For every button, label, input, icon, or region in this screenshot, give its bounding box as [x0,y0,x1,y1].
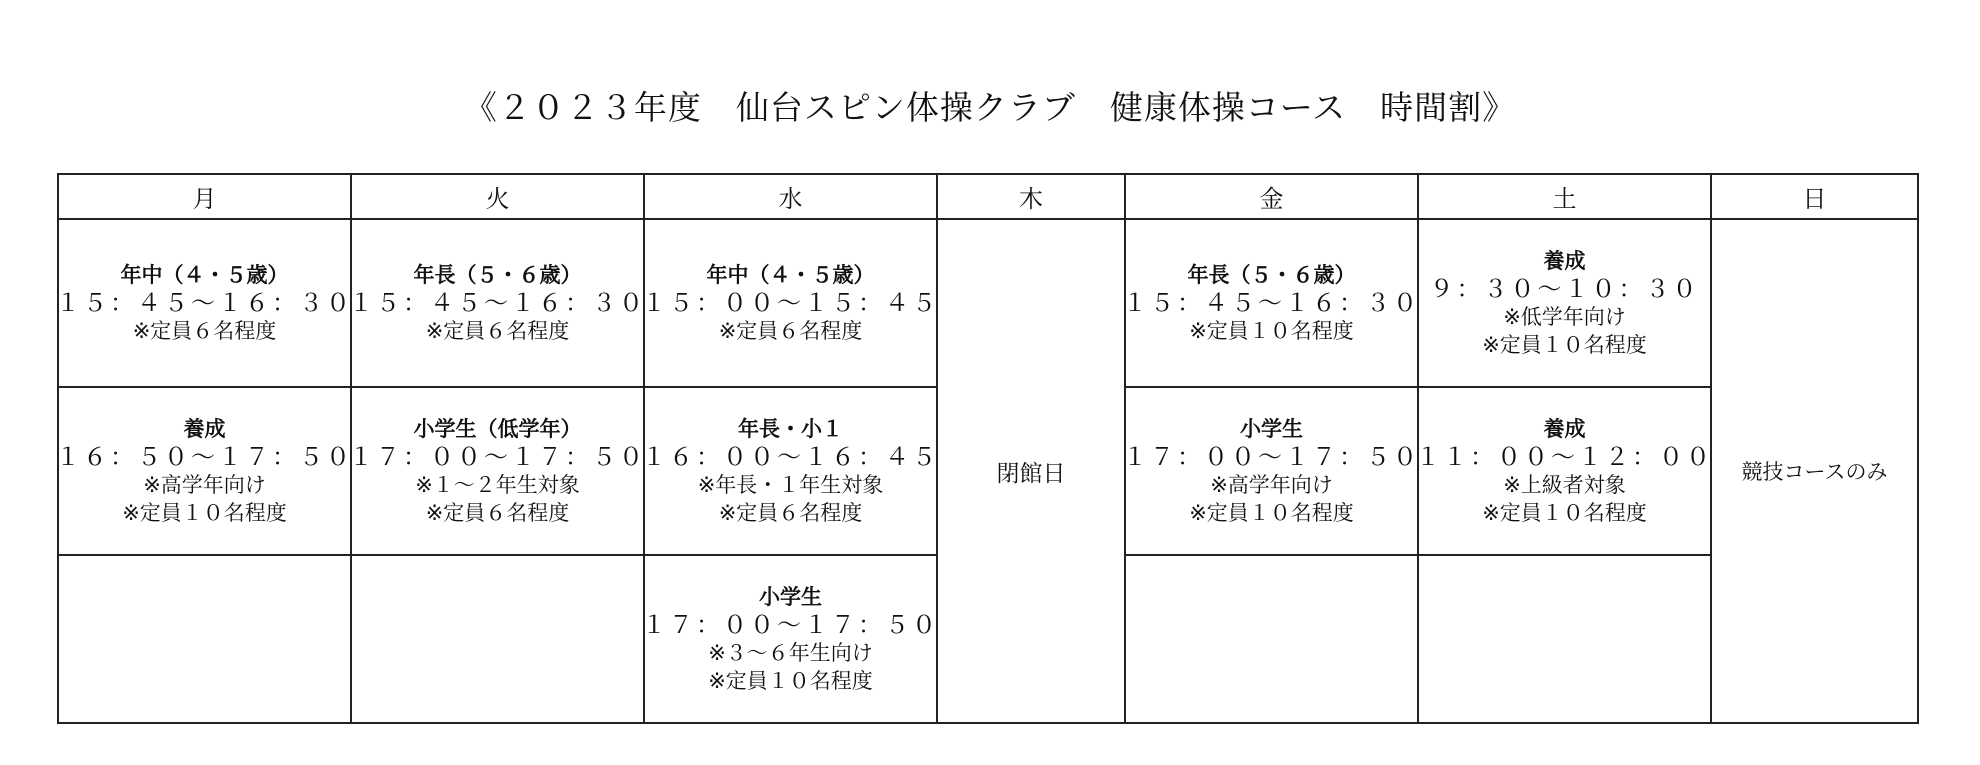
class-name: 養成 [1543,249,1586,273]
competition-only-label: 競技コースのみ [1741,460,1888,484]
class-capacity: ※定員１０名程度 [708,669,873,693]
day-header-sat: 土 [1418,174,1711,219]
class-capacity: ※定員１０名程度 [122,501,287,525]
class-note: ※年長・１年生対象 [697,473,884,497]
class-time: １５：００～１５：４５ [642,289,939,317]
slot-fri-3-empty [1125,555,1418,723]
slot-wed-3 [644,555,937,723]
class-capacity: ※定員６名程度 [425,501,570,525]
class-capacity: ※定員１０名程度 [1482,501,1647,525]
class-time: １５：４５～１６：３０ [349,289,646,317]
slot-mon-3-empty [58,555,351,723]
class-name: 年中（４・５歳） [706,263,875,287]
slot-sat-2 [1418,387,1711,555]
class-time: １６：００～１６：４５ [642,443,939,471]
day-header-mon: 月 [58,174,351,219]
slot-mon-2 [58,387,351,555]
class-note: ※高学年向け [143,473,266,497]
sunday-cell [1711,219,1918,723]
class-time: １５：４５～１６：３０ [56,289,353,317]
class-note: ※定員１０名程度 [1189,319,1354,343]
class-capacity: ※定員６名程度 [718,501,863,525]
class-time: １１：００～１２：００ [1416,443,1713,471]
class-time: １７：００～１７：５０ [1123,443,1420,471]
slot-wed-2 [644,387,937,555]
class-name: 小学生 [1240,417,1303,441]
slot-wed-1 [644,219,937,387]
class-name: 小学生（低学年） [413,417,582,441]
class-note: ※３～６年生向け [708,641,873,665]
class-time: １７：００～１７：５０ [349,443,646,471]
class-capacity: ※定員１０名程度 [1482,333,1647,357]
closed-label: 閉館日 [996,460,1066,487]
slot-tue-3-empty [351,555,644,723]
slot-sat-3-empty [1418,555,1711,723]
schedule-title: 《２０２３年度 仙台スピン体操クラブ 健康体操コース 時間割》 [463,88,1517,127]
thursday-closed-cell [937,219,1125,723]
class-note: ※１～２年生対象 [415,473,580,497]
class-note: ※低学年向け [1503,305,1626,329]
class-name: 年長・小１ [738,417,843,441]
day-header-tue: 火 [351,174,644,219]
class-note: ※定員６名程度 [718,319,863,343]
slot-tue-1 [351,219,644,387]
slot-sat-1 [1418,219,1711,387]
class-name: 年長（５・６歳） [413,263,582,287]
class-note: ※高学年向け [1210,473,1333,497]
slot-mon-1 [58,219,351,387]
class-note: ※上級者対象 [1503,473,1626,497]
day-header-thu: 木 [937,174,1125,219]
timetable [57,173,1919,724]
day-header-row [58,174,1918,219]
day-header-sun: 日 [1711,174,1918,219]
class-note: ※定員６名程度 [132,319,277,343]
day-header-wed: 水 [644,174,937,219]
class-note: ※定員６名程度 [425,319,570,343]
class-name: 年長（５・６歳） [1187,263,1356,287]
class-name: 養成 [183,417,226,441]
slot-fri-2 [1125,387,1418,555]
class-name: 養成 [1543,417,1586,441]
class-name: 小学生 [759,585,822,609]
schedule-row-1 [58,219,1918,387]
class-capacity: ※定員１０名程度 [1189,501,1354,525]
day-header-fri: 金 [1125,174,1418,219]
class-name: 年中（４・５歳） [120,263,289,287]
class-time: １６：５０～１７：５０ [56,443,353,471]
class-time: １７：００～１７：５０ [642,611,939,639]
slot-fri-1 [1125,219,1418,387]
class-time: ９：３０～１０：３０ [1429,275,1700,303]
class-time: １５：４５～１６：３０ [1123,289,1420,317]
slot-tue-2 [351,387,644,555]
